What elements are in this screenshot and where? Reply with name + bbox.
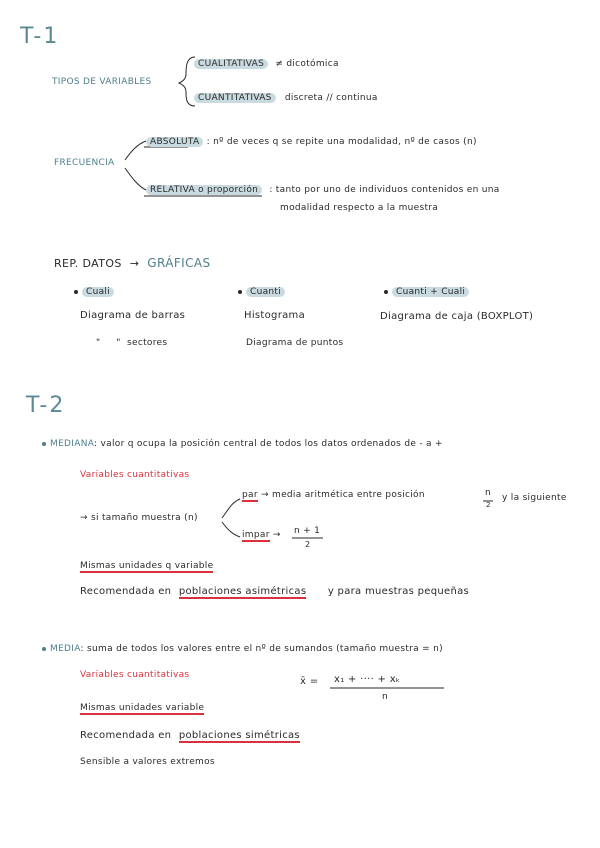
- absoluta-row: [146, 137, 477, 147]
- mediana-unidades: Mismas unidades q variable: [80, 561, 214, 571]
- branch-par: [222, 499, 240, 518]
- par-frac-num: n: [485, 488, 492, 498]
- rep-datos-row: [54, 256, 210, 270]
- relativa-row: [146, 185, 500, 195]
- col-cuali-head: Cuali: [74, 287, 114, 297]
- tamano-label: → si tamaño muestra (n): [80, 513, 198, 523]
- media-recomendada: Recomendada en poblaciones simétricas: [80, 730, 300, 741]
- media-vars: Variables cuantitativas: [80, 670, 190, 680]
- absoluta-term: ABSOLUTA: [146, 137, 203, 147]
- brace-tipos: [179, 57, 195, 106]
- bullet-icon: [42, 647, 46, 651]
- mediana-recomendada: Recomendada en poblaciones asimétricas y para muestras pequeñas: [80, 586, 470, 597]
- formula-lhs: x̄ =: [300, 676, 319, 687]
- impar-term: impar: [242, 530, 270, 540]
- col-cuanti-item-1: Histograma: [244, 310, 306, 321]
- impar-frac-den: 2: [305, 540, 311, 549]
- par-def: → media aritmética entre posición: [261, 490, 425, 500]
- section-title-t1: T-1: [20, 24, 60, 49]
- par-term: par: [242, 490, 258, 500]
- arrow-icon: →: [129, 257, 140, 270]
- formula-num: x₁ + ···· + xₖ: [334, 674, 401, 685]
- section-title-t2: T-2: [26, 393, 66, 418]
- mediana-def: : valor q ocupa la posición central de todos los datos ordenados de - a +: [94, 439, 443, 449]
- impar-frac-num: n + 1: [294, 526, 321, 536]
- par-frac-den: 2: [486, 501, 491, 509]
- poblaciones-simetricas: poblaciones simétricas: [178, 730, 300, 741]
- mediana-vars: Variables cuantitativas: [80, 470, 190, 480]
- bullet-icon: [238, 290, 242, 294]
- cuantitativas-term: CUANTITATIVAS: [194, 93, 276, 103]
- cuantitativas-row: [194, 93, 378, 103]
- frecuencia-label: FRECUENCIA: [54, 158, 115, 168]
- cualitativas-note: ≠ dicotómica: [275, 59, 339, 69]
- rep-datos-label: REP. DATOS: [54, 257, 122, 270]
- bullet-icon: [74, 290, 78, 294]
- branch-relativa: [125, 168, 146, 190]
- par-row: [242, 490, 425, 500]
- cualitativas-term: CUALITATIVAS: [194, 59, 268, 69]
- poblaciones-asimetricas: poblaciones asimétricas: [178, 586, 307, 597]
- media-unidades: Mismas unidades variable: [80, 703, 205, 713]
- tipos-variables-label: TIPOS DE VARIABLES: [52, 77, 152, 87]
- graficas-label: GRÁFICAS: [147, 256, 211, 270]
- relativa-def-2: modalidad respecto a la muestra: [280, 203, 439, 213]
- relativa-def-1: : tanto por uno de individuos contenidos en una: [269, 185, 500, 195]
- col-cuanti-cuali-item-1: Diagrama de caja (BOXPLOT): [380, 311, 534, 322]
- col-cuanti-head: Cuanti: [238, 287, 285, 297]
- col-cuanti-item-2: Diagrama de puntos: [246, 338, 344, 348]
- col-cuanti-cuali-head: Cuanti + Cuali: [384, 287, 469, 297]
- col-cuali-item-2: " " sectores: [96, 338, 168, 348]
- media-sensible: Sensible a valores extremos: [80, 757, 215, 767]
- impar-arrow: →: [272, 530, 281, 540]
- branch-impar: [222, 522, 240, 537]
- media-row: [42, 644, 443, 654]
- col-cuali-item-1: Diagrama de barras: [80, 310, 186, 321]
- branch-absoluta: [125, 141, 146, 160]
- bullet-icon: [384, 290, 388, 294]
- cualitativas-row: [194, 59, 339, 69]
- media-def: : suma de todos los valores entre el nº de sumandos (tamaño muestra = n): [80, 644, 443, 654]
- par-tail: y la siguiente: [502, 493, 567, 503]
- relativa-term: RELATIVA o proporción: [146, 185, 262, 195]
- mediana-row: [42, 439, 443, 449]
- impar-row: [242, 530, 281, 540]
- cuantitativas-note: discreta // continua: [284, 93, 378, 103]
- media-label: MEDIA: [50, 644, 81, 654]
- bullet-icon: [42, 442, 46, 446]
- mediana-label: MEDIANA: [50, 439, 95, 449]
- formula-den: n: [382, 692, 389, 702]
- absoluta-def: : nº de veces q se repite una modalidad, nº de casos (n): [206, 137, 477, 147]
